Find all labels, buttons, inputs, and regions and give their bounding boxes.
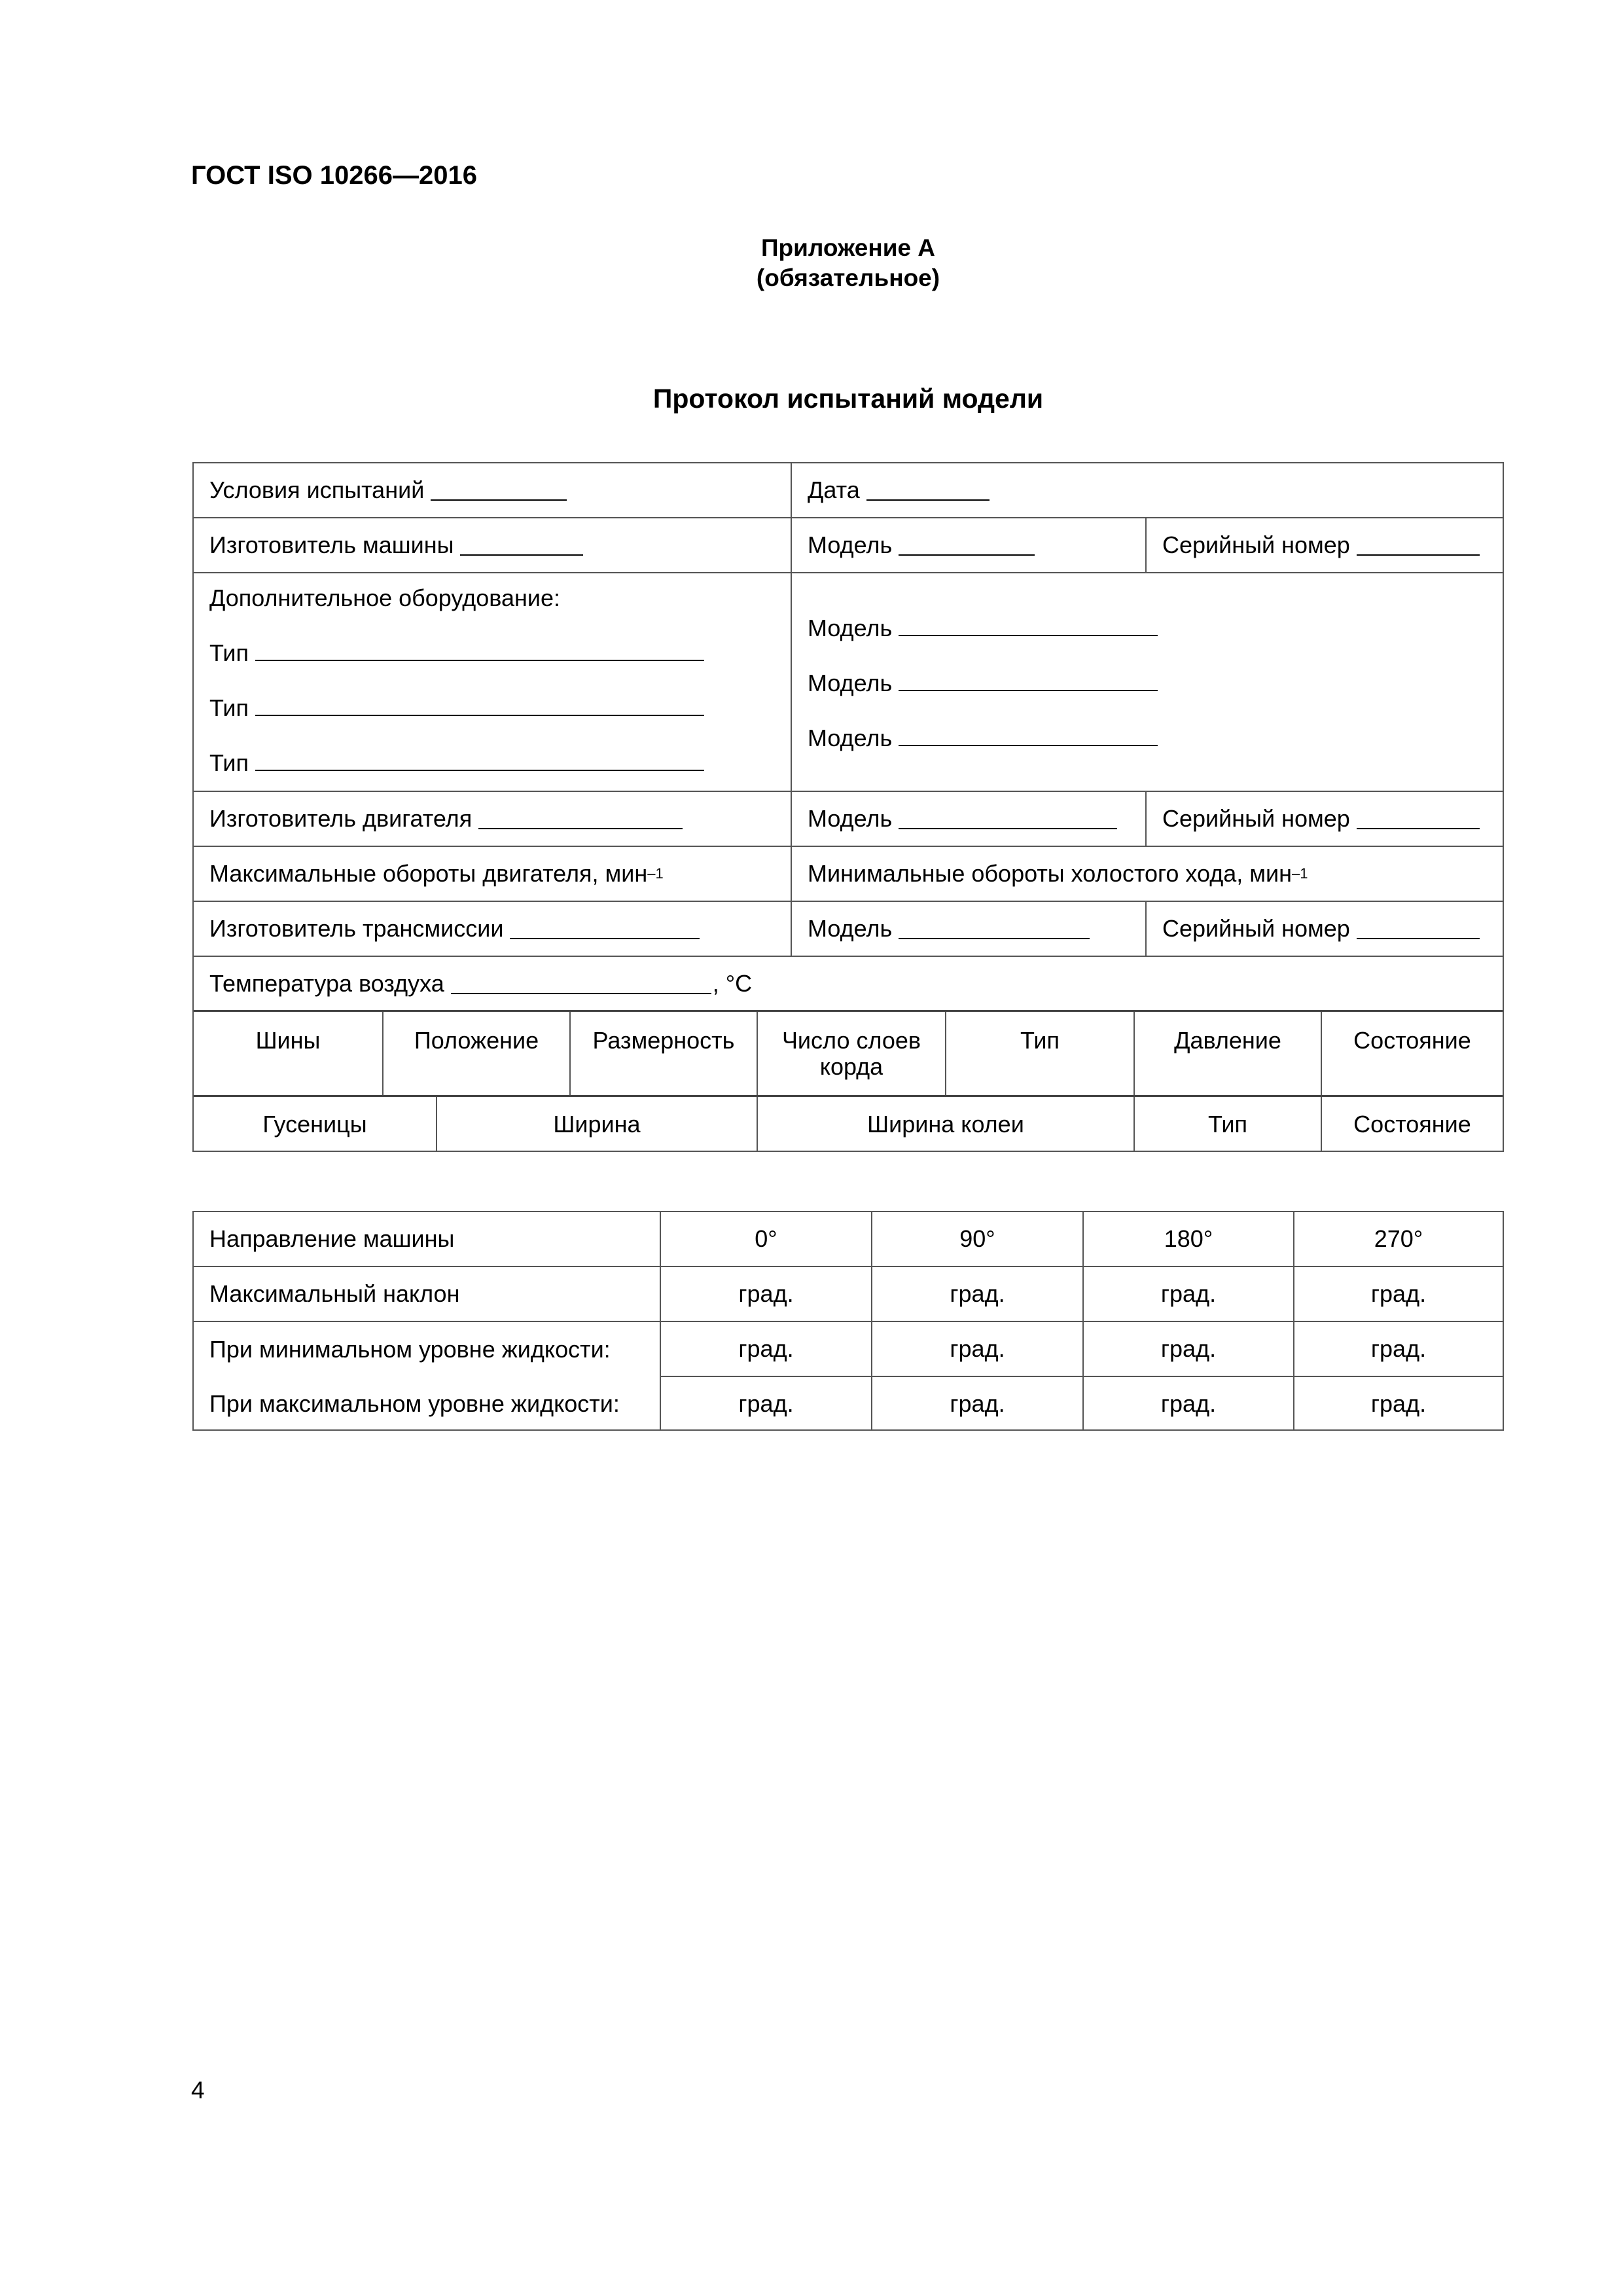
min-fluid-label: При минимальном уровне жидкости:	[209, 1336, 611, 1363]
slope-row-max-tilt	[194, 1267, 1503, 1322]
test-conditions-label: Условия испытаний	[209, 476, 425, 503]
slope-row-min-fluid	[194, 1322, 1503, 1377]
tyre-type-column-header: Тип	[945, 1012, 1133, 1095]
slope-table	[192, 1211, 1504, 1431]
protocol-title: Протокол испытаний модели	[652, 384, 1044, 414]
row-machine-manufacturer	[194, 518, 1503, 573]
model-blank[interactable]	[899, 615, 1158, 636]
type-line-3[interactable]	[209, 750, 704, 776]
row-transmission-manufacturer	[194, 902, 1503, 957]
ply-rating-label: Число слоев корда	[781, 1027, 921, 1080]
size-column-header: Размерность	[569, 1012, 757, 1095]
date-blank[interactable]	[866, 480, 990, 501]
transmission-manufacturer-label: Изготовитель трансмиссии	[209, 915, 504, 942]
max-engine-speed-label: Максимальные обороты двигателя, мин	[209, 860, 648, 887]
transmission-serial-blank[interactable]	[1357, 918, 1480, 939]
angle-0: 0°	[660, 1212, 871, 1266]
row-air-temperature	[194, 957, 1503, 1012]
document-code: ГОСТ ISO 10266—2016	[191, 161, 477, 190]
machine-manufacturer-blank[interactable]	[460, 535, 583, 556]
engine-model-blank[interactable]	[899, 808, 1117, 829]
engine-manufacturer-blank[interactable]	[478, 808, 683, 829]
transmission-manufacturer-field[interactable]	[194, 902, 791, 956]
tyre-condition-column-header: Состояние	[1321, 1012, 1503, 1095]
test-conditions-blank[interactable]	[431, 480, 567, 501]
min-fluid-value-0[interactable]: град.	[660, 1322, 871, 1377]
min-fluid-value-270[interactable]: град.	[1293, 1322, 1503, 1377]
engine-model-label: Модель	[808, 805, 893, 832]
type-blank[interactable]	[255, 695, 704, 716]
row-tracks-header	[194, 1097, 1503, 1152]
engine-manufacturer-label: Изготовитель двигателя	[209, 805, 473, 832]
machine-serial-blank[interactable]	[1357, 535, 1480, 556]
air-temperature-blank[interactable]	[451, 973, 711, 994]
transmission-model-label: Модель	[808, 915, 893, 942]
test-conditions-field[interactable]	[194, 463, 791, 517]
min-fluid-value-180[interactable]: град.	[1082, 1322, 1293, 1377]
machine-serial-label: Серийный номер	[1162, 531, 1350, 558]
max-fluid-label: При максимальном уровне жидкости:	[209, 1390, 620, 1417]
transmission-serial-label: Серийный номер	[1162, 915, 1350, 942]
annex-status: (обязательное)	[756, 264, 940, 291]
machine-model-label: Модель	[808, 531, 893, 558]
transmission-model-field[interactable]	[791, 902, 1145, 956]
machine-manufacturer-label: Изготовитель машины	[209, 531, 454, 558]
model-blank[interactable]	[899, 725, 1158, 746]
transmission-manufacturer-blank[interactable]	[510, 918, 700, 939]
direction-label: Направление машины	[209, 1225, 455, 1252]
max-fluid-value-180[interactable]: град.	[1082, 1377, 1293, 1431]
track-gauge-column-header: Ширина колеи	[757, 1097, 1133, 1152]
min-idle-speed-field[interactable]: Минимальные обороты холостого хода, мин –1	[791, 847, 1503, 901]
row-additional-equipment	[194, 573, 1503, 792]
track-width-column-header: Ширина	[436, 1097, 757, 1152]
transmission-model-blank[interactable]	[899, 918, 1090, 939]
pressure-column-header: Давление	[1133, 1012, 1321, 1095]
max-tilt-label: Максимальный наклон	[209, 1280, 460, 1307]
machine-model-field[interactable]	[791, 518, 1145, 572]
model-line-2[interactable]	[808, 670, 1158, 696]
type-blank[interactable]	[255, 640, 704, 661]
max-engine-speed-field[interactable]: Максимальные обороты двигателя, мин –1	[209, 860, 664, 887]
max-tilt-value-180[interactable]: град.	[1082, 1267, 1293, 1321]
page-number: 4	[191, 2077, 205, 2104]
track-condition-column-header: Состояние	[1321, 1097, 1503, 1152]
max-tilt-value-270[interactable]: град.	[1293, 1267, 1503, 1321]
type-line-2[interactable]	[209, 695, 704, 721]
angle-270: 270°	[1293, 1212, 1503, 1266]
air-temperature-label: Температура воздуха	[209, 969, 444, 997]
type-blank[interactable]	[255, 750, 704, 771]
min-fluid-value-90[interactable]: град.	[871, 1322, 1082, 1377]
machine-model-blank[interactable]	[899, 535, 1035, 556]
row-engine-speeds	[194, 847, 1503, 902]
max-tilt-value-90[interactable]: град.	[871, 1267, 1082, 1321]
slope-header-row	[194, 1212, 1503, 1267]
additional-equipment-label: Дополнительное оборудование:	[209, 584, 560, 611]
model-line-1[interactable]	[808, 615, 1158, 641]
ply-rating-column-header	[757, 1012, 945, 1095]
model-blank[interactable]	[899, 670, 1158, 691]
engine-serial-field[interactable]	[1145, 792, 1503, 846]
tyres-column-header: Шины	[255, 1027, 321, 1054]
track-type-column-header: Тип	[1133, 1097, 1321, 1152]
type-label: Тип	[209, 749, 249, 776]
max-fluid-value-270[interactable]: град.	[1293, 1377, 1503, 1431]
slope-row-max-fluid	[194, 1377, 1503, 1431]
max-fluid-value-90[interactable]: град.	[871, 1377, 1082, 1431]
type-line-1[interactable]	[209, 640, 704, 666]
protocol-form	[192, 462, 1504, 1152]
model-label: Модель	[808, 670, 893, 696]
position-column-header: Положение	[382, 1012, 569, 1095]
row-tyres-header	[194, 1012, 1503, 1097]
tracks-column-header: Гусеницы	[262, 1111, 367, 1138]
row-test-conditions	[194, 463, 1503, 518]
angle-90: 90°	[871, 1212, 1082, 1266]
min-idle-speed-label: Минимальные обороты холостого хода, мин	[808, 860, 1293, 887]
engine-manufacturer-field[interactable]	[194, 792, 791, 846]
angle-180: 180°	[1082, 1212, 1293, 1266]
model-label: Модель	[808, 615, 893, 641]
date-label: Дата	[808, 476, 860, 503]
type-label: Тип	[209, 694, 249, 721]
machine-serial-field[interactable]	[1145, 518, 1503, 572]
max-fluid-value-0[interactable]: град.	[660, 1377, 871, 1431]
annex-heading	[0, 233, 1623, 293]
machine-manufacturer-field[interactable]	[194, 518, 791, 572]
engine-serial-label: Серийный номер	[1162, 805, 1350, 832]
row-engine-manufacturer	[194, 792, 1503, 847]
date-field[interactable]	[791, 463, 1503, 517]
engine-serial-blank[interactable]	[1357, 808, 1480, 829]
additional-equipment-types	[194, 573, 791, 791]
temperature-unit: , °С	[712, 969, 753, 997]
model-line-3[interactable]	[808, 725, 1158, 751]
type-label: Тип	[209, 639, 249, 666]
air-temperature-field[interactable]	[194, 957, 1503, 1010]
engine-model-field[interactable]	[791, 792, 1145, 846]
annex-title: Приложение А	[760, 234, 936, 261]
max-tilt-value-0[interactable]: град.	[660, 1267, 871, 1321]
model-label: Модель	[808, 725, 893, 751]
additional-equipment-models	[791, 573, 1503, 791]
transmission-serial-field[interactable]	[1145, 902, 1503, 956]
